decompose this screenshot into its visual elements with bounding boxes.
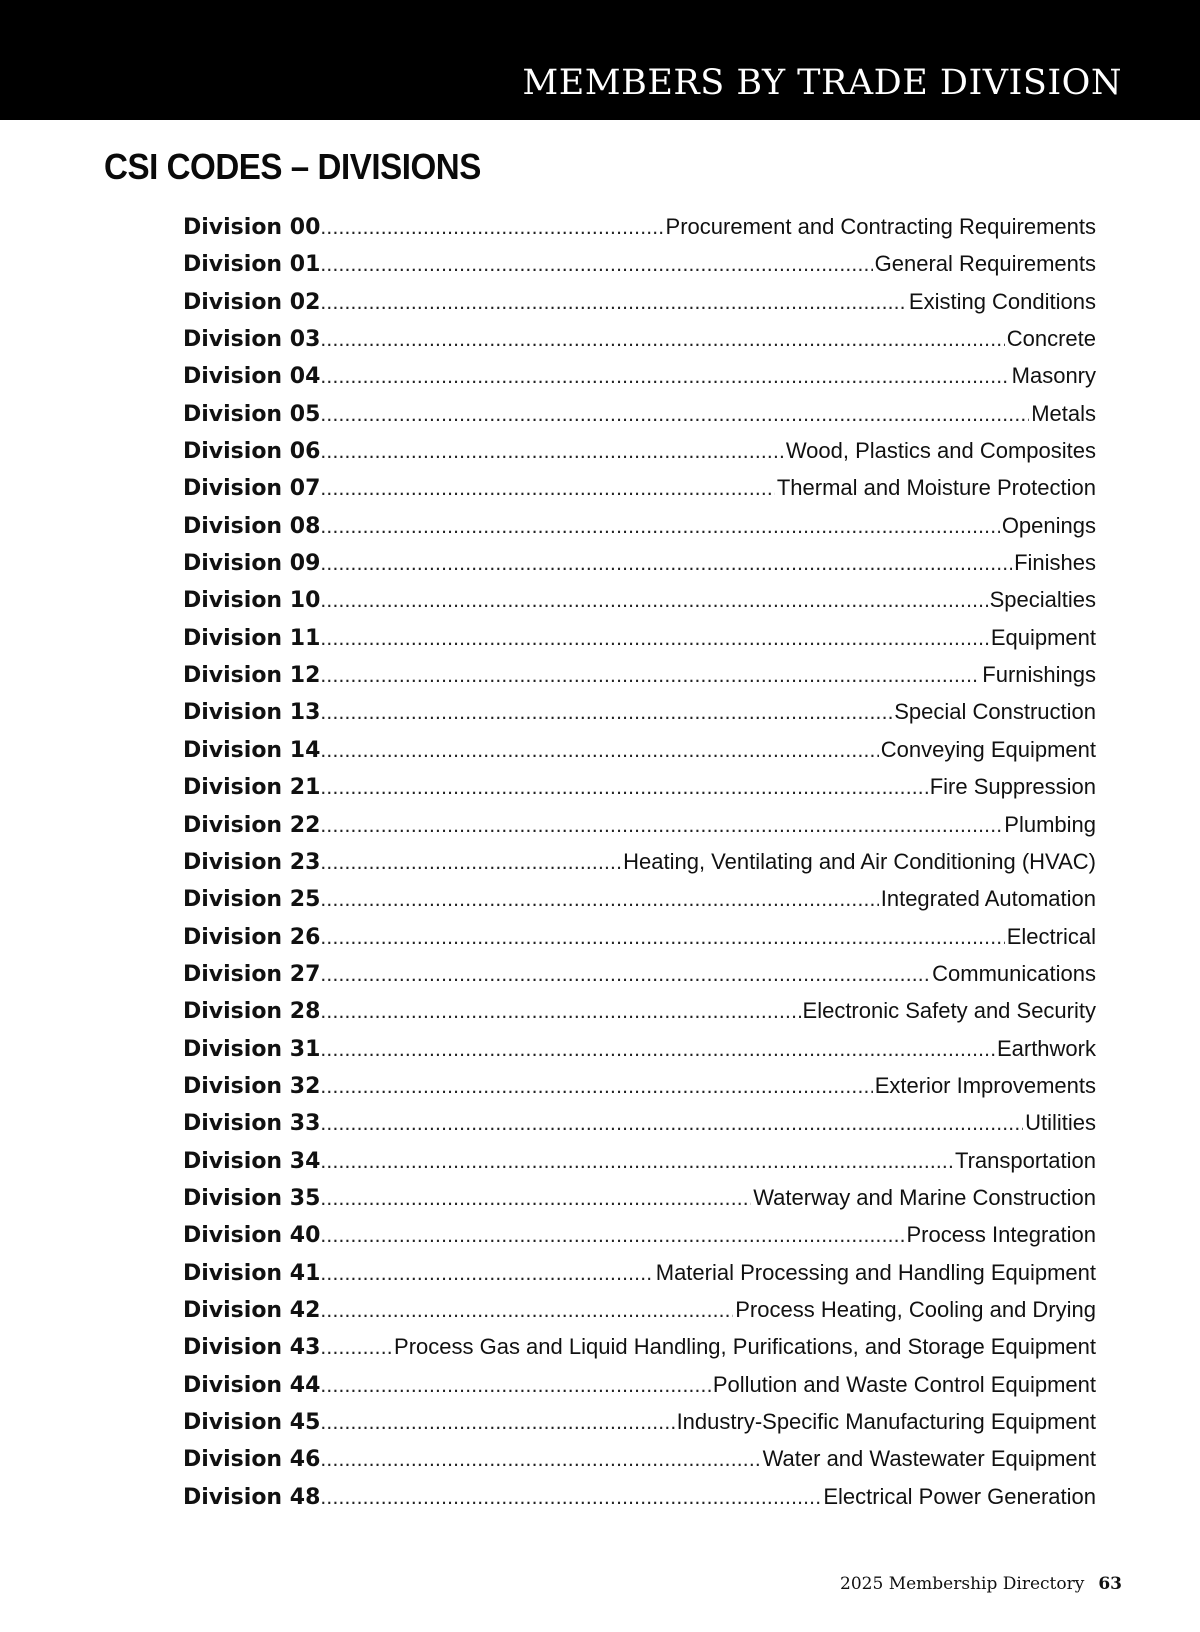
division-code: Division 13	[183, 700, 321, 726]
division-row	[183, 1328, 1096, 1365]
division-row	[183, 693, 1096, 730]
dot-leader	[320, 993, 800, 1029]
division-code: Division 45	[183, 1410, 321, 1435]
division-name: Masonry	[1011, 363, 1096, 389]
dot-leader	[320, 508, 999, 544]
division-row	[183, 208, 1096, 245]
division-row	[183, 1216, 1096, 1253]
header-banner	[0, 0, 1200, 120]
division-name: Process Gas and Liquid Handling, Purifications, and Storage Equipment	[394, 1334, 1096, 1360]
dot-leader	[320, 1479, 821, 1515]
division-name: Specialties	[989, 587, 1096, 613]
division-code: Division 43	[183, 1335, 321, 1361]
division-row	[183, 992, 1096, 1029]
division-name: General Requirements	[874, 251, 1096, 277]
division-code: Division 27	[183, 961, 321, 987]
dot-leader	[320, 1292, 733, 1328]
division-name: Water and Wastewater Equipment	[762, 1446, 1096, 1472]
dot-leader	[320, 246, 872, 282]
division-name: Electrical Power Generation	[823, 1483, 1096, 1509]
division-code: Division 48	[183, 1484, 321, 1510]
division-row	[183, 320, 1096, 357]
division-name: Equipment	[990, 624, 1096, 650]
dot-leader	[320, 1180, 751, 1216]
dot-leader	[320, 1404, 674, 1440]
dot-leader	[320, 1143, 953, 1179]
division-code: Division 00	[183, 215, 321, 240]
section-title: CSI CODES – DIVISIONS	[104, 146, 481, 187]
division-code: Division 21	[183, 775, 321, 801]
division-code: Division 06	[183, 439, 321, 465]
division-name: Process Integration	[906, 1222, 1096, 1248]
division-row	[183, 507, 1096, 544]
dot-leader	[320, 209, 663, 245]
dot-leader	[320, 396, 1029, 432]
dot-leader	[320, 1031, 995, 1067]
division-row	[183, 1478, 1096, 1515]
dot-leader	[320, 1441, 760, 1477]
division-name: Earthwork	[996, 1035, 1096, 1061]
division-code: Division 05	[183, 401, 321, 427]
division-name: Furnishings	[982, 662, 1096, 688]
division-name: Material Processing and Handling Equipment	[655, 1259, 1096, 1285]
division-row	[183, 955, 1096, 992]
division-name: Metals	[1031, 400, 1096, 426]
division-code: Division 08	[183, 513, 321, 539]
division-row	[183, 768, 1096, 805]
division-row	[183, 1440, 1096, 1477]
dot-leader	[320, 1105, 1023, 1141]
division-row	[183, 432, 1096, 469]
division-name: Process Heating, Cooling and Drying	[735, 1296, 1096, 1322]
division-code: Division 41	[183, 1260, 321, 1286]
division-row	[183, 1142, 1096, 1179]
division-code: Division 03	[183, 327, 321, 353]
division-name: Pollution and Waste Control Equipment	[712, 1371, 1096, 1397]
division-code: Division 33	[183, 1111, 321, 1137]
division-name: Special Construction	[894, 699, 1096, 725]
dot-leader	[320, 470, 774, 506]
division-code: Division 02	[183, 289, 321, 315]
division-name: Electronic Safety and Security	[802, 998, 1096, 1024]
page-number: 63	[1098, 1574, 1122, 1594]
page-footer	[840, 1574, 1122, 1594]
division-row	[183, 283, 1096, 320]
publication-name: 2025 Membership Directory	[840, 1574, 1085, 1594]
division-row	[183, 1179, 1096, 1216]
division-row	[183, 880, 1096, 917]
division-row	[183, 918, 1096, 955]
division-row	[183, 843, 1096, 880]
dot-leader	[320, 1329, 392, 1365]
division-code: Division 14	[183, 737, 321, 763]
division-code: Division 35	[183, 1185, 321, 1211]
division-code: Division 11	[183, 625, 321, 651]
dot-leader	[320, 1255, 653, 1291]
division-row	[183, 1030, 1096, 1067]
division-code: Division 28	[183, 999, 321, 1025]
division-code: Division 34	[183, 1148, 321, 1174]
dot-leader	[320, 694, 892, 730]
division-row	[183, 1067, 1096, 1104]
division-code: Division 12	[183, 663, 321, 689]
dot-leader	[320, 956, 930, 992]
division-code: Division 04	[183, 364, 321, 390]
division-row	[183, 806, 1096, 843]
division-name: Concrete	[1006, 326, 1096, 352]
dot-leader	[320, 1068, 872, 1104]
dot-leader	[320, 732, 878, 768]
division-name: Utilities	[1025, 1110, 1096, 1136]
dot-leader	[320, 844, 621, 880]
division-name: Communications	[932, 960, 1096, 986]
division-row	[183, 395, 1096, 432]
division-row	[183, 1291, 1096, 1328]
dot-leader	[320, 1217, 904, 1253]
dot-leader	[320, 919, 1004, 955]
dot-leader	[320, 582, 987, 618]
division-name: Conveying Equipment	[880, 736, 1096, 762]
dot-leader	[320, 881, 878, 917]
division-name: Wood, Plastics and Composites	[785, 438, 1096, 464]
banner-title: MEMBERS BY TRADE DIVISION	[522, 63, 1122, 103]
division-row	[183, 581, 1096, 618]
division-row	[183, 656, 1096, 693]
division-row	[183, 1254, 1096, 1291]
division-list	[183, 208, 1096, 1515]
dot-leader	[320, 321, 1004, 357]
division-code: Division 10	[183, 588, 321, 614]
division-name: Transportation	[954, 1147, 1096, 1173]
division-name: Integrated Automation	[880, 886, 1096, 912]
division-code: Division 42	[183, 1297, 321, 1323]
division-name: Waterway and Marine Construction	[753, 1184, 1096, 1210]
dot-leader	[320, 620, 988, 656]
division-name: Industry-Specific Manufacturing Equipment	[676, 1409, 1096, 1434]
division-name: Exterior Improvements	[874, 1072, 1096, 1098]
division-name: Fire Suppression	[929, 774, 1096, 800]
division-row	[183, 357, 1096, 394]
dot-leader	[320, 807, 1002, 843]
dot-leader	[320, 545, 1012, 581]
dot-leader	[320, 1367, 710, 1403]
dot-leader	[320, 769, 927, 805]
division-row	[183, 544, 1096, 581]
division-name: Electrical	[1006, 923, 1096, 949]
division-code: Division 09	[183, 551, 321, 577]
division-code: Division 40	[183, 1223, 321, 1249]
division-name: Heating, Ventilating and Air Conditioning (HVAC)	[623, 848, 1096, 874]
division-row	[183, 619, 1096, 656]
division-name: Finishes	[1014, 550, 1096, 576]
division-name: Procurement and Contracting Requirements	[665, 214, 1096, 239]
dot-leader	[320, 657, 980, 693]
division-row	[183, 731, 1096, 768]
division-name: Plumbing	[1004, 811, 1096, 837]
division-code: Division 07	[183, 476, 321, 502]
division-row	[183, 245, 1096, 282]
dot-leader	[320, 358, 1009, 394]
division-code: Division 32	[183, 1073, 321, 1099]
division-name: Thermal and Moisture Protection	[776, 475, 1096, 501]
division-code: Division 22	[183, 812, 321, 838]
division-code: Division 25	[183, 887, 321, 913]
division-row	[183, 469, 1096, 506]
division-row	[183, 1366, 1096, 1403]
division-code: Division 44	[183, 1372, 321, 1398]
dot-leader	[320, 433, 783, 469]
division-code: Division 23	[183, 849, 321, 875]
division-name: Openings	[1001, 512, 1096, 538]
division-code: Division 01	[183, 252, 321, 278]
division-code: Division 26	[183, 924, 321, 950]
division-code: Division 46	[183, 1447, 321, 1473]
division-row	[183, 1403, 1096, 1440]
division-row	[183, 1104, 1096, 1141]
dot-leader	[320, 284, 907, 320]
division-code: Division 31	[183, 1036, 321, 1062]
division-name: Existing Conditions	[908, 288, 1096, 314]
